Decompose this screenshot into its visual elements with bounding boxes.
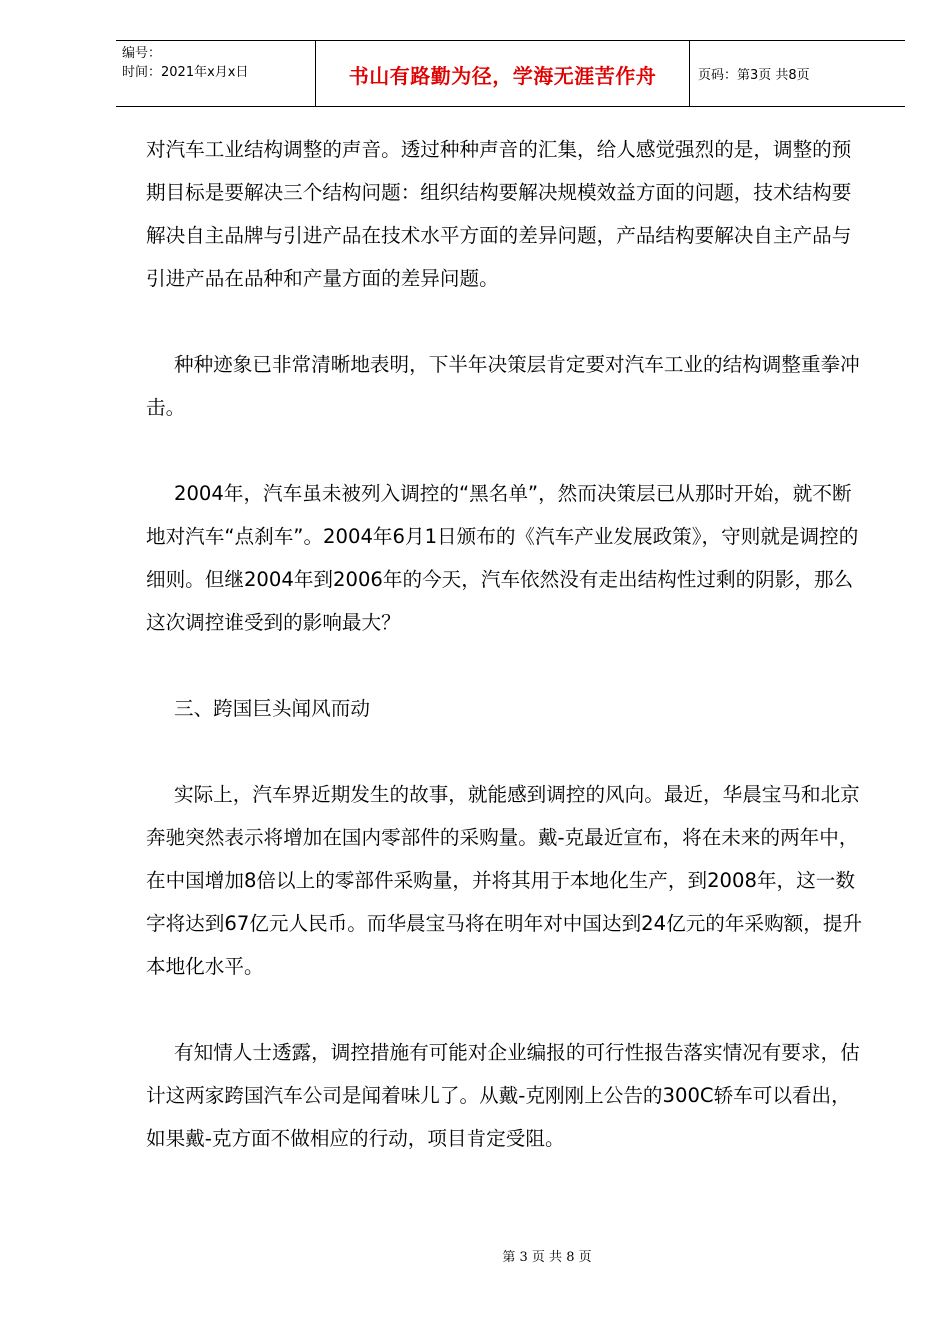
paragraph: 实际上，汽车界近期发生的故事，就能感到调控的风向。最近，华晨宝马和北京奔驰突然表示将增加在国内零部件的采购量。戴-克最近宣布，将在未来的两年中，在中国增加8倍以上的零部件采购量，并将其用于本地化生产，到2008年，这一数字将达到67亿元人民币。而华晨宝马将在明年对中国达到24亿元的年采购额，提升本地化水平。 [146,783,863,978]
paragraph-gap [146,300,866,343]
paragraph-gap [146,730,866,773]
time-label: 时间：2021年x月x日 [122,65,249,80]
page-footer [0,1246,950,1265]
page-header [116,40,905,107]
paragraph-gap [146,429,866,472]
header-meta-cell [116,41,316,106]
paragraph: 有知情人士透露，调控措施有可能对企业编报的可行性报告落实情况有要求，估计这两家跨国汽车公司是闻着味儿了。从戴-克刚刚上公告的300C轿车可以看出，如果戴-克方面不做相应的行动，项目肯定受阻。 [146,1041,860,1150]
header-page-cell [690,41,905,106]
paragraph-continuation: 对汽车工业结构调整的声音。透过种种声音的汇集，给人感觉强烈的是，调整的预期目标是要解决三个结构问题：组织结构要解决规模效益方面的问题，技术结构要解决自主品牌与引进产品在技术水平方面的差异问题，产品结构要解决自主产品与引进产品在品种和产量方面的差异问题。 [146,138,852,290]
document-body [146,128,866,1160]
doc-number-label: 编号： [122,46,162,61]
header-motto: 书山有路勤为径，学海无涯苦作舟 [348,64,657,88]
header-page-label: 页码：第3页 共8页 [698,68,810,83]
paragraph: 2004年，汽车虽未被列入调控的“黑名单”，然而决策层已从那时开始，就不断地对汽车“点刹车”。2004年6月1日颁布的《汽车产业发展政策》，守则就是调控的细则。但继2004年到2006年的今天，汽车依然没有走出结构性过剩的阴影，那么这次调控谁受到的影响最大？ [146,482,859,634]
paragraph-gap [146,988,866,1031]
footer-page-indicator: 第 3 页 共 8 页 [502,1250,592,1265]
paragraph-gap [146,644,866,687]
header-motto-cell [316,41,690,106]
paragraph: 种种迹象已非常清晰地表明，下半年决策层肯定要对汽车工业的结构调整重拳冲击。 [146,353,860,419]
section-heading: 三、跨国巨头闻风而动 [174,697,370,720]
